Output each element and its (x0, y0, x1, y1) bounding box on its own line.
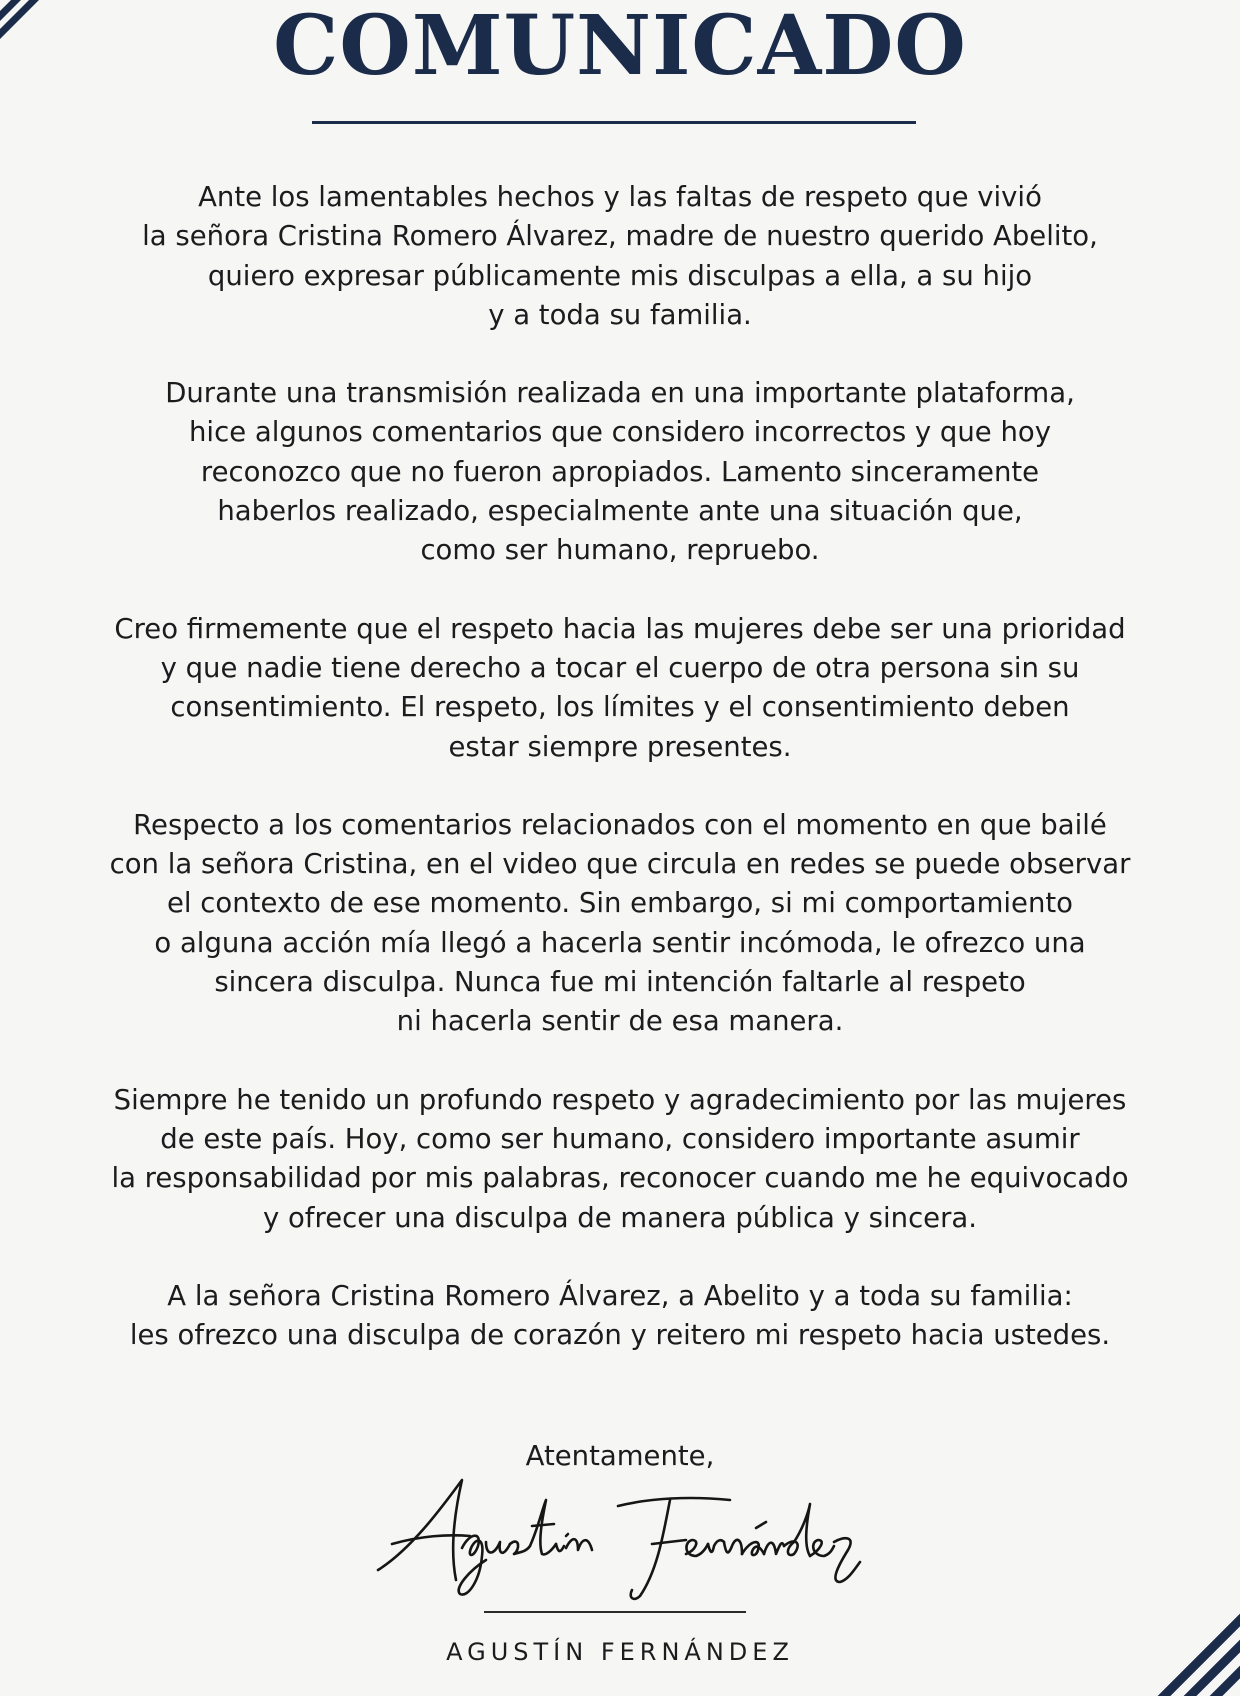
paragraph-line: estar siempre presentes. (448, 730, 792, 763)
paragraph-line: Creo firmemente que el respeto hacia las mujeres debe ser una prioridad (114, 612, 1126, 645)
paragraph-line: ni hacerla sentir de esa manera. (396, 1005, 844, 1038)
paragraph-line: hice algunos comentarios que considero incorrectos y que hoy (189, 416, 1051, 449)
paragraph-line: A la señora Cristina Romero Álvarez, a Abelito y a toda su familia: (167, 1279, 1073, 1312)
paragraph-line: el contexto de ese momento. Sin embargo, si mi comportamiento (167, 887, 1073, 920)
paragraph-line: haberlos realizado, especialmente ante una situación que, (217, 495, 1023, 528)
statement-body (90, 178, 1150, 1394)
paragraph-line: consentimiento. El respeto, los límites y el consentimiento deben (170, 691, 1070, 724)
paragraph-line: Siempre he tenido un profundo respeto y agradecimiento por las mujeres (113, 1083, 1127, 1116)
paragraph-line: quiero expresar públicamente mis disculpas a ella, a su hijo (207, 259, 1033, 292)
paragraph-line: y a toda su familia. (488, 298, 752, 331)
paragraph-6 (90, 1277, 1150, 1356)
paragraph-line: Durante una transmisión realizada en una importante plataforma, (165, 377, 1075, 410)
handwritten-signature (370, 1470, 870, 1610)
paragraph-line: Respecto a los comentarios relacionados con el momento en que bailé (133, 808, 1107, 841)
signer-name: AGUSTÍN FERNÁNDEZ (446, 1638, 794, 1666)
page-title: COMUNICADO (273, 0, 967, 94)
signature-line (484, 1611, 746, 1613)
closing-salutation: Atentamente, (525, 1440, 715, 1472)
paragraph-line: o alguna acción mía llegó a hacerla sentir incómoda, le ofrezco una (154, 926, 1086, 959)
paragraph-line: Ante los lamentables hechos y las faltas de respeto que vivió (198, 181, 1042, 213)
paragraph-5 (90, 1081, 1150, 1238)
paragraph-line: con la señora Cristina, en el video que circula en redes se puede observar (109, 848, 1131, 881)
paragraph-4 (90, 806, 1150, 1042)
title-divider (312, 121, 916, 124)
paragraph-line: reconozco que no fueron apropiados. Lamento sinceramente (200, 455, 1040, 488)
paragraph-line: y ofrecer una disculpa de manera pública y sincera. (262, 1201, 978, 1234)
paragraph-1 (90, 178, 1150, 335)
paragraph-line: y que nadie tiene derecho a tocar el cuerpo de otra persona sin su (160, 651, 1080, 684)
paragraph-line: les ofrezco una disculpa de corazón y reitero mi respeto hacia ustedes. (129, 1319, 1111, 1352)
corner-stripes-decoration (1120, 1576, 1240, 1696)
paragraph-line: la responsabilidad por mis palabras, reconocer cuando me he equivocado (111, 1162, 1129, 1195)
paragraph-line: de este país. Hoy, como ser humano, considero importante asumir (160, 1122, 1080, 1155)
paragraph-line: como ser humano, repruebo. (420, 534, 820, 567)
paragraph-3 (90, 610, 1150, 767)
paragraph-line: sincera disculpa. Nunca fue mi intención faltarle al respeto (214, 966, 1026, 999)
paragraph-line: la señora Cristina Romero Álvarez, madre de nuestro querido Abelito, (142, 220, 1098, 253)
paragraph-2 (90, 374, 1150, 570)
